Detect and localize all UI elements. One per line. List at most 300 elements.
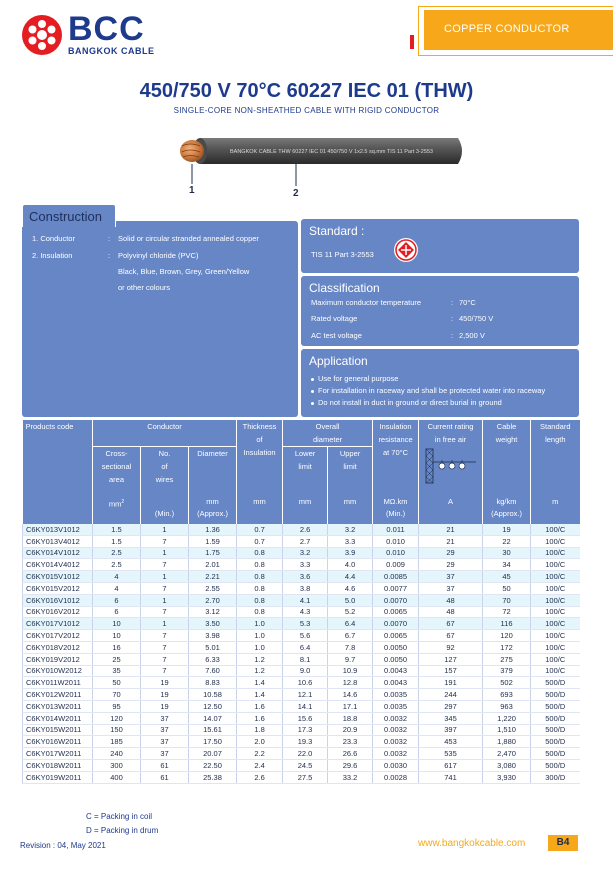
table-cell: 37: [419, 582, 483, 594]
table-cell: 6.7: [328, 630, 373, 642]
page-subtitle: SINGLE-CORE NON-SHEATHED CABLE WITH RIGID CONDUCTOR: [173, 106, 440, 115]
table-cell: 3.8: [283, 582, 328, 594]
table-cell: 17.3: [283, 724, 328, 736]
table-cell: C6KY016V1012: [23, 594, 93, 606]
table-cell: 6.33: [189, 653, 237, 665]
header-thickness: Thickness of Insulation: [237, 420, 283, 486]
table-cell: 24.5: [283, 759, 328, 771]
table-cell: 3.12: [189, 606, 237, 618]
table-cell: 1.59: [189, 535, 237, 547]
table-cell: 500/D: [531, 724, 580, 736]
table-cell: 100/C: [531, 571, 580, 583]
table-cell: 12.8: [328, 677, 373, 689]
table-cell: 61: [141, 771, 189, 783]
table-cell: 5.01: [189, 641, 237, 653]
table-cell: 502: [483, 677, 531, 689]
classification-colon-1: :: [451, 298, 454, 307]
table-cell: 1,510: [483, 724, 531, 736]
table-cell: 100/C: [531, 630, 580, 642]
table-cell: 3.3: [328, 535, 373, 547]
table-cell: 50: [93, 677, 141, 689]
tab-accent-bar: [410, 35, 414, 49]
table-cell: 21: [419, 535, 483, 547]
table-cell: 7.8: [328, 641, 373, 653]
table-row: [23, 689, 580, 701]
header-insulation-resistance: Insulation resistance at 70°C: [373, 420, 419, 486]
table-cell: 37: [419, 571, 483, 583]
table-cell: 500/D: [531, 748, 580, 760]
table-cell: C6KY014V1012: [23, 547, 93, 559]
units-products: [23, 486, 93, 524]
table-cell: 0.009: [373, 559, 419, 571]
table-cell: 2.4: [237, 759, 283, 771]
table-cell: 0.0028: [373, 771, 419, 783]
table-cell: 10.9: [328, 665, 373, 677]
table-cell: 1: [141, 547, 189, 559]
table-cell: 3.50: [189, 618, 237, 630]
table-cell: 0.010: [373, 547, 419, 559]
application-item: Use for general purpose: [311, 374, 398, 383]
cable-illustration: [170, 130, 470, 200]
table-cell: 240: [93, 748, 141, 760]
website-link[interactable]: www.bangkokcable.com: [418, 838, 526, 849]
table-cell: 3.2: [328, 524, 373, 535]
table-cell: C6KY018W2011: [23, 759, 93, 771]
table-cell: 100/C: [531, 582, 580, 594]
table-cell: 14.6: [328, 689, 373, 701]
table-cell: C6KY013V4012: [23, 535, 93, 547]
header-current-rating: Current rating in free air: [419, 420, 483, 486]
table-cell: 61: [141, 759, 189, 771]
table-cell: 100/C: [531, 594, 580, 606]
bcc-logo-icon: [22, 15, 62, 55]
table-cell: 26.6: [328, 748, 373, 760]
table-cell: 29: [419, 547, 483, 559]
table-cell: 2.55: [189, 582, 237, 594]
table-cell: 4.0: [328, 559, 373, 571]
header-lower-limit: Lower limit: [283, 447, 328, 487]
table-cell: 29: [419, 559, 483, 571]
table-cell: 4.1: [283, 594, 328, 606]
table-cell: 1.6: [237, 700, 283, 712]
table-cell: 6: [93, 606, 141, 618]
table-cell: 10: [93, 618, 141, 630]
table-row: [23, 748, 580, 760]
table-cell: 18.8: [328, 712, 373, 724]
table-cell: 453: [419, 736, 483, 748]
table-cell: 1.0: [237, 630, 283, 642]
table-cell: 25: [93, 653, 141, 665]
table-cell: 0.0085: [373, 571, 419, 583]
table-cell: 379: [483, 665, 531, 677]
table-cell: 1: [141, 594, 189, 606]
table-cell: 19: [483, 524, 531, 535]
table-cell: 17.50: [189, 736, 237, 748]
unit-upper-limit: mm: [328, 486, 373, 524]
table-cell: 116: [483, 618, 531, 630]
table-cell: 500/D: [531, 736, 580, 748]
table-cell: 2.6: [237, 771, 283, 783]
table-cell: 2.6: [283, 524, 328, 535]
header-diameter: Diameter: [189, 447, 237, 487]
table-cell: 535: [419, 748, 483, 760]
header-overall-diameter: Overall diameter: [283, 420, 373, 447]
table-cell: C6KY012W2011: [23, 689, 93, 701]
table-row: [23, 571, 580, 583]
table-cell: C6KY015V2012: [23, 582, 93, 594]
application-item: Do not install in duct in ground or direct burial in ground: [311, 398, 502, 407]
unit-thickness: mm: [237, 486, 283, 524]
table-cell: 4.4: [328, 571, 373, 583]
table-cell: 127: [419, 653, 483, 665]
table-cell: C6KY017V2012: [23, 630, 93, 642]
table-cell: 0.0032: [373, 712, 419, 724]
construction-panel: [22, 221, 298, 417]
table-cell: 45: [483, 571, 531, 583]
table-row: [23, 630, 580, 642]
construction-colon-1: :: [108, 234, 111, 243]
unit-insulation-resistance: MΩ.km (Min.): [373, 486, 419, 524]
table-cell: 3.98: [189, 630, 237, 642]
table-cell: 12.1: [283, 689, 328, 701]
table-cell: 7: [141, 665, 189, 677]
free-air-icon: [424, 448, 478, 484]
table-cell: C6KY016W2011: [23, 736, 93, 748]
table-cell: C6KY013V1012: [23, 524, 93, 535]
table-cell: 963: [483, 700, 531, 712]
section-tab: [424, 10, 613, 50]
table-cell: 35: [93, 665, 141, 677]
table-cell: 0.8: [237, 571, 283, 583]
table-cell: 37: [141, 736, 189, 748]
table-cell: 500/D: [531, 677, 580, 689]
table-cell: 0.0030: [373, 759, 419, 771]
unit-length: m: [531, 486, 580, 524]
table-cell: 3.9: [328, 547, 373, 559]
table-cell: 0.8: [237, 559, 283, 571]
page-title: 450/750 V 70°C 60227 IEC 01 (THW): [139, 80, 474, 102]
table-row: [23, 724, 580, 736]
table-cell: 2.5: [93, 547, 141, 559]
table-cell: 185: [93, 736, 141, 748]
classification-value-1: 70°C: [459, 298, 476, 307]
table-cell: 0.0065: [373, 606, 419, 618]
table-cell: 9.7: [328, 653, 373, 665]
table-row: [23, 700, 580, 712]
table-cell: 100/C: [531, 606, 580, 618]
table-cell: C6KY015W2011: [23, 724, 93, 736]
table-cell: 2,470: [483, 748, 531, 760]
table-cell: C6KY016V2012: [23, 606, 93, 618]
table-cell: 22.0: [283, 748, 328, 760]
table-cell: 10: [93, 630, 141, 642]
table-cell: 23.3: [328, 736, 373, 748]
table-cell: 0.0035: [373, 689, 419, 701]
table-cell: C6KY017V1012: [23, 618, 93, 630]
table-cell: 1.2: [237, 665, 283, 677]
table-cell: 19: [141, 700, 189, 712]
table-cell: C6KY011W2011: [23, 677, 93, 689]
standard-title: Standard :: [309, 224, 365, 238]
header-products-code: Products code: [23, 420, 93, 486]
table-cell: 150: [93, 724, 141, 736]
table-cell: 0.010: [373, 535, 419, 547]
table-cell: 100/C: [531, 653, 580, 665]
classification-value-3: 2,500 V: [459, 331, 485, 340]
table-row: [23, 665, 580, 677]
table-cell: 100/C: [531, 641, 580, 653]
table-row: [23, 524, 580, 535]
table-cell: 3.6: [283, 571, 328, 583]
standard-value: TIS 11 Part 3-2553: [311, 250, 374, 259]
revision: Revision : 04, May 2021: [20, 841, 106, 850]
table-cell: 0.8: [237, 547, 283, 559]
table-cell: 7: [141, 535, 189, 547]
table-cell: 5.3: [283, 618, 328, 630]
application-item: For installation in raceway and shall be protected water into raceway: [311, 386, 545, 395]
table-cell: 37: [141, 712, 189, 724]
table-cell: 67: [419, 630, 483, 642]
unit-no-of-wires: (Min.): [141, 486, 189, 524]
table-cell: 15.61: [189, 724, 237, 736]
table-cell: 1.4: [237, 677, 283, 689]
logo-text: BCC: [68, 10, 145, 48]
table-cell: 22: [483, 535, 531, 547]
table-cell: 397: [419, 724, 483, 736]
table-cell: 25.38: [189, 771, 237, 783]
table-cell: 244: [419, 689, 483, 701]
table-cell: 1.5: [93, 524, 141, 535]
table-cell: 2.2: [237, 748, 283, 760]
table-cell: 1.36: [189, 524, 237, 535]
table-cell: 12.50: [189, 700, 237, 712]
table-row: [23, 582, 580, 594]
table-cell: 92: [419, 641, 483, 653]
table-cell: 1.0: [237, 618, 283, 630]
table-cell: 2.0: [237, 736, 283, 748]
table-row: [23, 594, 580, 606]
classification-colon-2: :: [451, 314, 454, 323]
table-cell: 500/D: [531, 700, 580, 712]
unit-cross-section: $mm^2$: [93, 486, 141, 524]
product-table-body: [23, 524, 580, 783]
table-row: [23, 771, 580, 783]
table-cell: 100/C: [531, 618, 580, 630]
table-cell: 21: [419, 524, 483, 535]
note-coil: C = Packing in coil: [86, 812, 153, 821]
table-cell: 172: [483, 641, 531, 653]
construction-tab: [22, 204, 116, 227]
table-cell: C6KY014W2011: [23, 712, 93, 724]
header-conductor: Conductor: [93, 420, 237, 447]
table-cell: 48: [419, 594, 483, 606]
table-row: [23, 606, 580, 618]
table-cell: 100/C: [531, 524, 580, 535]
table-cell: C6KY017W2011: [23, 748, 93, 760]
table-cell: 0.0070: [373, 594, 419, 606]
cable-label-2: 2: [293, 188, 299, 199]
table-cell: 1.8: [237, 724, 283, 736]
table-cell: 0.0070: [373, 618, 419, 630]
table-cell: 14.07: [189, 712, 237, 724]
standard-panel: [301, 219, 579, 273]
table-cell: 7: [141, 630, 189, 642]
page-number: B4: [548, 835, 578, 851]
table-cell: 10.6: [283, 677, 328, 689]
table-cell: 7: [141, 582, 189, 594]
table-cell: 6.4: [283, 641, 328, 653]
table-cell: 37: [141, 748, 189, 760]
table-cell: 1.2: [237, 653, 283, 665]
table-cell: 0.0035: [373, 700, 419, 712]
table-cell: 8.83: [189, 677, 237, 689]
table-cell: 6: [93, 594, 141, 606]
table-cell: 3.3: [283, 559, 328, 571]
table-cell: 17.1: [328, 700, 373, 712]
table-cell: 2.7: [283, 535, 328, 547]
table-cell: 400: [93, 771, 141, 783]
table-cell: 5.2: [328, 606, 373, 618]
table-cell: 5.0: [328, 594, 373, 606]
table-cell: 9.0: [283, 665, 328, 677]
table-cell: 0.7: [237, 524, 283, 535]
table-cell: 0.0043: [373, 677, 419, 689]
classification-label-2: Rated voltage: [311, 314, 358, 323]
table-cell: 4: [93, 582, 141, 594]
table-cell: 0.0065: [373, 630, 419, 642]
table-cell: 95: [93, 700, 141, 712]
table-cell: 7: [141, 641, 189, 653]
table-cell: 20.07: [189, 748, 237, 760]
unit-current: A: [419, 486, 483, 524]
table-cell: 300: [93, 759, 141, 771]
table-row: [23, 736, 580, 748]
table-cell: 157: [419, 665, 483, 677]
table-cell: 34: [483, 559, 531, 571]
table-cell: 617: [419, 759, 483, 771]
table-cell: 0.0032: [373, 748, 419, 760]
table-cell: 7: [141, 653, 189, 665]
table-cell: 500/D: [531, 759, 580, 771]
construction-colors-line2: or other colours: [118, 283, 171, 292]
table-cell: 7: [141, 606, 189, 618]
table-cell: 2.5: [93, 559, 141, 571]
header-no-of-wires: No. of wires: [141, 447, 189, 487]
table-cell: 7.60: [189, 665, 237, 677]
table-cell: 1.6: [237, 712, 283, 724]
table-cell: 1.75: [189, 547, 237, 559]
table-cell: 72: [483, 606, 531, 618]
construction-label-2: 2. Insulation: [32, 251, 73, 260]
classification-value-2: 450/750 V: [459, 314, 494, 323]
table-row: [23, 759, 580, 771]
table-cell: 191: [419, 677, 483, 689]
table-cell: 297: [419, 700, 483, 712]
table-cell: 37: [141, 724, 189, 736]
table-cell: 3,080: [483, 759, 531, 771]
table-cell: 67: [419, 618, 483, 630]
table-cell: 2.21: [189, 571, 237, 583]
table-cell: 1.0: [237, 641, 283, 653]
application-panel: [301, 349, 579, 417]
unit-diameter: mm (Approx.): [189, 486, 237, 524]
table-cell: 0.011: [373, 524, 419, 535]
table-row: [23, 712, 580, 724]
tis-mark-icon: [393, 237, 419, 263]
section-tab-label: COPPER CONDUCTOR: [444, 23, 570, 35]
table-cell: 0.0043: [373, 665, 419, 677]
table-cell: 14.1: [283, 700, 328, 712]
table-cell: 27.5: [283, 771, 328, 783]
table-row: [23, 535, 580, 547]
unit-lower-limit: mm: [283, 486, 328, 524]
table-cell: 120: [93, 712, 141, 724]
table-cell: 3.2: [283, 547, 328, 559]
construction-value-2: Polyvinyl chloride (PVC): [118, 251, 199, 260]
table-cell: 0.0032: [373, 736, 419, 748]
table-cell: 0.0050: [373, 653, 419, 665]
cable-print-text: BANGKOK CABLE THW 60227 IEC 01 450/750 V 1x2.5 sq.mm TIS 11 Part 3-2553: [230, 149, 433, 155]
table-cell: 16: [93, 641, 141, 653]
table-row: [23, 677, 580, 689]
table-cell: 1,880: [483, 736, 531, 748]
table-cell: 100/C: [531, 535, 580, 547]
header-cross-section: Cross- sectional area: [93, 447, 141, 487]
table-cell: 2.01: [189, 559, 237, 571]
table-cell: 50: [483, 582, 531, 594]
table-cell: 6.4: [328, 618, 373, 630]
table-cell: C6KY013W2011: [23, 700, 93, 712]
construction-colors-line1: Black, Blue, Brown, Grey, Green/Yellow: [118, 267, 250, 276]
table-cell: C6KY019V2012: [23, 653, 93, 665]
table-cell: 0.0032: [373, 724, 419, 736]
table-cell: 120: [483, 630, 531, 642]
table-row: [23, 559, 580, 571]
table-cell: 1: [141, 618, 189, 630]
cable-label-1: 1: [189, 185, 195, 196]
table-cell: C6KY018V2012: [23, 641, 93, 653]
table-cell: C6KY019W2011: [23, 771, 93, 783]
table-cell: 0.8: [237, 594, 283, 606]
classification-label-1: Maximum conductor temperature: [311, 298, 422, 307]
table-cell: 33.2: [328, 771, 373, 783]
classification-title: Classification: [309, 281, 380, 295]
table-cell: 0.8: [237, 606, 283, 618]
table-cell: 29.6: [328, 759, 373, 771]
table-cell: 500/D: [531, 712, 580, 724]
table-cell: 500/D: [531, 689, 580, 701]
table-cell: 70: [93, 689, 141, 701]
table-cell: 1.5: [93, 535, 141, 547]
table-cell: 0.7: [237, 535, 283, 547]
construction-label-1: 1. Conductor: [32, 234, 75, 243]
table-cell: 0.8: [237, 582, 283, 594]
classification-panel: [301, 276, 579, 346]
table-cell: 100/C: [531, 665, 580, 677]
table-cell: C6KY014V4012: [23, 559, 93, 571]
construction-title: Construction: [29, 209, 102, 224]
table-cell: 300/D: [531, 771, 580, 783]
table-cell: 1: [141, 524, 189, 535]
table-cell: 741: [419, 771, 483, 783]
table-cell: 30: [483, 547, 531, 559]
table-cell: 345: [419, 712, 483, 724]
classification-colon-3: :: [451, 331, 454, 340]
header-upper-limit: Upper limit: [328, 447, 373, 487]
table-cell: 10.58: [189, 689, 237, 701]
table-cell: 48: [419, 606, 483, 618]
unit-weight: kg/km (Approx.): [483, 486, 531, 524]
